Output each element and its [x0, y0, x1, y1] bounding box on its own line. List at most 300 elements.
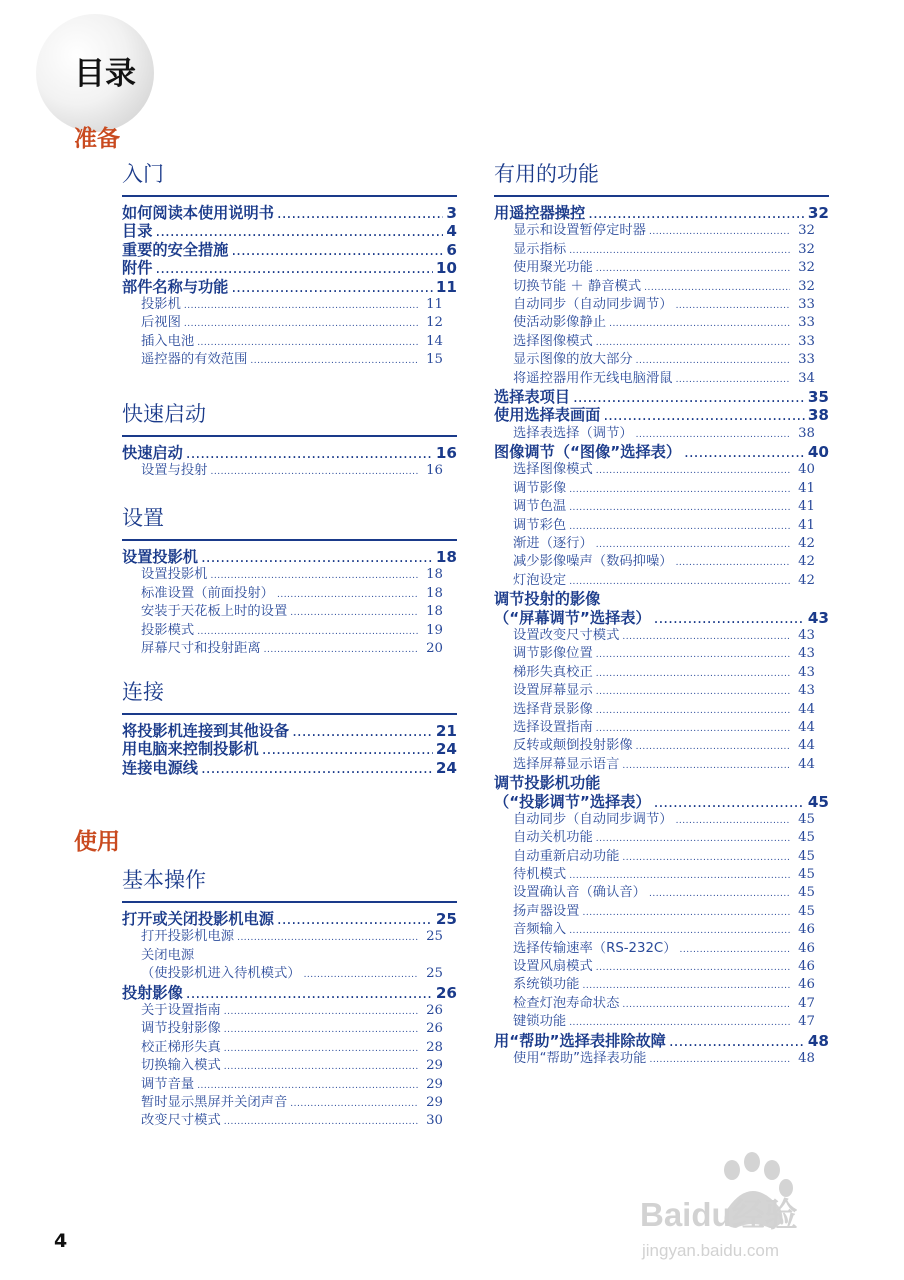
- dot-leader: [277, 586, 418, 603]
- entry-page: 46: [798, 977, 815, 993]
- toc-subentry[interactable]: [122, 1039, 457, 1057]
- toc-subentry[interactable]: [494, 425, 829, 443]
- toc-subentry[interactable]: [122, 1112, 457, 1130]
- dot-leader: [264, 641, 418, 658]
- toc-entry[interactable]: [494, 590, 829, 608]
- entry-title: 设置投影机: [141, 567, 208, 583]
- dot-leader: [622, 996, 790, 1013]
- toc-subentry[interactable]: [494, 314, 829, 332]
- dot-leader: [596, 646, 790, 663]
- section-useful: [494, 164, 829, 1068]
- part-title-prep: 准备: [74, 126, 120, 152]
- entry-title: 图像调节（“图像”选择表）: [494, 443, 682, 462]
- entry-page: 25: [435, 910, 457, 928]
- entry-title: 显示指标: [513, 241, 567, 257]
- toc-subentry[interactable]: [122, 965, 457, 983]
- entry-page: 41: [798, 499, 815, 515]
- entry-page: 20: [426, 640, 443, 656]
- entry-title: 调节音量: [141, 1076, 195, 1092]
- entry-title: 自动重新启动功能: [513, 848, 620, 864]
- entry-title: 目录: [122, 222, 153, 241]
- entry-title: （使投影机进入待机模式）: [141, 966, 301, 982]
- entry-title: 选择背景影像: [513, 701, 593, 717]
- toc-subentry[interactable]: [494, 811, 829, 829]
- section-heading: 连接: [122, 682, 457, 715]
- dot-leader: [596, 665, 790, 682]
- dot-leader: [569, 867, 790, 884]
- toc-subentry[interactable]: [494, 333, 829, 351]
- dot-leader: [644, 279, 790, 296]
- entry-page: 43: [798, 664, 815, 680]
- toc-subentry[interactable]: [494, 866, 829, 884]
- toc-subentry[interactable]: [122, 947, 457, 965]
- section-basic: [122, 870, 457, 1131]
- entry-title: 使用“帮助”选择表功能: [513, 1050, 647, 1066]
- dot-leader: [676, 297, 790, 314]
- entry-title: 调节投影机功能: [494, 774, 601, 793]
- section-heading: 基本操作: [122, 870, 457, 903]
- toc-subentry[interactable]: [494, 517, 829, 535]
- dot-leader: [649, 885, 790, 902]
- dot-leader: [210, 463, 418, 480]
- toc-subentry[interactable]: [494, 719, 829, 737]
- entry-page: 32: [798, 241, 815, 257]
- entry-page: 19: [426, 622, 443, 638]
- entry-page: 45: [798, 867, 815, 883]
- entry-title: 投射影像: [122, 983, 183, 1002]
- toc-entry[interactable]: [494, 609, 829, 627]
- dot-leader: [684, 443, 805, 461]
- dot-leader: [588, 204, 805, 222]
- dot-leader: [569, 1014, 790, 1031]
- dot-leader: [596, 462, 790, 479]
- entry-page: 34: [798, 370, 815, 386]
- dot-leader: [596, 260, 790, 277]
- entry-page: 11: [426, 296, 443, 312]
- toc-subentry[interactable]: [122, 333, 457, 351]
- entry-title: 调节彩色: [513, 517, 567, 533]
- entry-title: 系统锁功能: [513, 977, 580, 993]
- toc-entry[interactable]: [494, 406, 829, 424]
- entry-page: 29: [426, 1076, 443, 1092]
- toc-subentry[interactable]: [122, 314, 457, 332]
- dot-leader: [569, 518, 790, 535]
- entry-title: 改变尺寸模式: [141, 1113, 221, 1129]
- entry-page: 46: [798, 959, 815, 975]
- entry-page: 45: [798, 885, 815, 901]
- entry-title: 设置屏幕显示: [513, 683, 593, 699]
- watermark-brand: Baidu经验: [640, 1196, 798, 1233]
- dot-leader: [582, 977, 790, 994]
- entry-title: 使活动影像静止: [513, 315, 607, 331]
- entry-title: （“屏幕调节”选择表）: [494, 608, 651, 627]
- dot-leader: [622, 849, 790, 866]
- toc-entry[interactable]: [122, 204, 457, 222]
- entry-title: 投影模式: [141, 622, 195, 638]
- entry-page: 45: [798, 811, 815, 827]
- entry-title: 检查灯泡寿命状态: [513, 995, 620, 1011]
- entry-title: 选择传输速率（RS-232C）: [513, 940, 677, 956]
- dot-leader: [262, 740, 433, 758]
- dot-leader: [231, 241, 443, 259]
- toc-subentry[interactable]: [494, 976, 829, 994]
- toc-subentry[interactable]: [494, 995, 829, 1013]
- entry-page: 45: [798, 830, 815, 846]
- entry-page: 18: [435, 548, 457, 566]
- section-heading: 入门: [122, 164, 457, 197]
- entry-title: 打开投影机电源: [141, 929, 235, 945]
- entry-page: 32: [798, 260, 815, 276]
- toc-subentry[interactable]: [122, 462, 457, 480]
- toc-subentry[interactable]: [494, 370, 829, 388]
- entry-title: 校正梯形失真: [141, 1039, 221, 1055]
- entry-title: 调节色温: [513, 499, 567, 515]
- entry-page: 32: [798, 278, 815, 294]
- entry-title: 渐进（逐行）: [513, 536, 593, 552]
- entry-title: 插入电池: [141, 333, 195, 349]
- entry-title: 音频输入: [513, 922, 567, 938]
- toc-entry[interactable]: [122, 548, 457, 566]
- dot-leader: [582, 904, 790, 921]
- entry-page: 6: [446, 240, 457, 259]
- dot-leader: [649, 1051, 790, 1068]
- entry-page: 29: [426, 1058, 443, 1074]
- dot-leader: [569, 481, 790, 498]
- toc-subentry[interactable]: [122, 1057, 457, 1075]
- dot-leader: [155, 222, 443, 240]
- page-title: 目录: [74, 56, 136, 92]
- dot-leader: [680, 941, 790, 958]
- toc-subentry[interactable]: [494, 756, 829, 774]
- entry-page: 48: [807, 1031, 829, 1050]
- toc-subentry[interactable]: [494, 278, 829, 296]
- entry-page: 42: [798, 554, 815, 570]
- toc-subentry[interactable]: [122, 296, 457, 314]
- entry-title: 设置投影机: [122, 548, 198, 566]
- entry-page: 18: [426, 585, 443, 601]
- entry-page: 38: [807, 406, 829, 425]
- entry-title: 设置确认音（确认音）: [513, 885, 646, 901]
- toc-subentry[interactable]: [494, 296, 829, 314]
- dot-leader: [596, 536, 790, 553]
- toc-entry[interactable]: [122, 444, 457, 462]
- entry-page: 33: [798, 315, 815, 331]
- section-setup: [122, 508, 457, 658]
- entry-page: 25: [426, 929, 443, 945]
- toc-subentry[interactable]: [122, 1020, 457, 1038]
- toc-subentry[interactable]: [494, 535, 829, 553]
- entry-title: 投影机: [141, 296, 181, 312]
- entry-title: 扬声器设置: [513, 903, 580, 919]
- entry-page: 10: [435, 259, 457, 278]
- entry-page: 28: [426, 1039, 443, 1055]
- entry-page: 24: [435, 740, 457, 759]
- entry-title: 切换节能 ＋ 静音模式: [513, 278, 642, 294]
- entry-page: 46: [798, 922, 815, 938]
- toc-subentry[interactable]: [494, 921, 829, 939]
- entry-title: 选择表项目: [494, 387, 570, 406]
- entry-title: 用遥控器操控: [494, 204, 586, 222]
- toc-subentry[interactable]: [494, 553, 829, 571]
- dot-leader: [596, 702, 790, 719]
- entry-title: 选择图像模式: [513, 333, 593, 349]
- toc-subentry[interactable]: [122, 1002, 457, 1020]
- dot-leader: [569, 242, 790, 259]
- dot-leader: [573, 388, 805, 406]
- toc-subentry[interactable]: [494, 351, 829, 369]
- dot-leader: [224, 1040, 418, 1057]
- toc-subentry[interactable]: [494, 627, 829, 645]
- entry-title: 标准设置（前面投射）: [141, 585, 274, 601]
- toc-subentry[interactable]: [494, 682, 829, 700]
- toc-subentry[interactable]: [494, 848, 829, 866]
- toc-subentry[interactable]: [494, 940, 829, 958]
- entry-title: 选择表选择（调节）: [513, 425, 633, 441]
- dot-leader: [290, 604, 418, 621]
- entry-page: 41: [798, 480, 815, 496]
- entry-page: 43: [807, 608, 829, 627]
- dot-leader: [676, 554, 790, 571]
- dot-leader: [609, 315, 790, 332]
- entry-title: 使用选择表画面: [494, 406, 601, 425]
- entry-title: 安装于天花板上时的设置: [141, 604, 288, 620]
- entry-title: 选择屏幕显示语言: [513, 756, 620, 772]
- toc-subentry[interactable]: [494, 480, 829, 498]
- section-connect: [122, 682, 457, 777]
- toc-entry[interactable]: [122, 241, 457, 259]
- entry-title: 屏幕尺寸和投射距离: [141, 640, 261, 656]
- dot-leader: [649, 223, 790, 240]
- entry-page: 38: [798, 425, 815, 441]
- entry-title: 灯泡设定: [513, 572, 567, 588]
- entry-page: 25: [426, 966, 443, 982]
- dot-leader: [277, 204, 444, 222]
- toc-entry[interactable]: [494, 388, 829, 406]
- section-heading: 设置: [122, 508, 457, 541]
- toc-entry[interactable]: [122, 259, 457, 277]
- entry-page: 42: [798, 572, 815, 588]
- toc-subentry[interactable]: [122, 640, 457, 658]
- toc-entry[interactable]: [494, 793, 829, 811]
- dot-leader: [569, 573, 790, 590]
- page-number: 4: [54, 1230, 68, 1252]
- entry-title: 调节影像: [513, 480, 567, 496]
- dot-leader: [622, 628, 790, 645]
- entry-title: 打开或关闭投影机电源: [122, 910, 274, 928]
- dot-leader: [224, 1003, 418, 1020]
- entry-page: 45: [798, 848, 815, 864]
- toc-subentry[interactable]: [122, 351, 457, 369]
- toc-entry[interactable]: [122, 278, 457, 296]
- entry-title: 待机模式: [513, 867, 567, 883]
- entry-page: 15: [426, 352, 443, 368]
- entry-title: 自动同步（自动同步调节）: [513, 296, 673, 312]
- dot-leader: [197, 1077, 418, 1094]
- entry-title: 自动关机功能: [513, 830, 593, 846]
- entry-title: 键锁功能: [513, 1014, 567, 1030]
- entry-page: 43: [798, 683, 815, 699]
- toc-subentry[interactable]: [494, 572, 829, 590]
- toc-subentry[interactable]: [122, 928, 457, 946]
- section-heading: 快速启动: [122, 404, 457, 437]
- dot-leader: [669, 1032, 805, 1050]
- entry-title: 设置风扇模式: [513, 959, 593, 975]
- entry-title: 选择设置指南: [513, 719, 593, 735]
- toc-subentry[interactable]: [494, 903, 829, 921]
- toc-entry[interactable]: [122, 910, 457, 928]
- entry-page: 26: [426, 1021, 443, 1037]
- dot-leader: [224, 1113, 418, 1130]
- entry-page: 40: [798, 462, 815, 478]
- toc-entry[interactable]: [122, 722, 457, 740]
- entry-title: 遥控器的有效范围: [141, 352, 248, 368]
- entry-page: 44: [798, 719, 815, 735]
- toc-subentry[interactable]: [494, 829, 829, 847]
- baidu-watermark: [640, 1148, 855, 1268]
- entry-title: 用“帮助”选择表排除故障: [494, 1031, 666, 1050]
- entry-title: 梯形失真校正: [513, 664, 593, 680]
- dot-leader: [292, 722, 433, 740]
- toc-entry[interactable]: [122, 740, 457, 758]
- entry-title: 反转或颠倒投射影像: [513, 738, 633, 754]
- entry-page: 26: [426, 1002, 443, 1018]
- dot-leader: [224, 1058, 418, 1075]
- entry-page: 11: [435, 277, 457, 296]
- entry-page: 46: [798, 940, 815, 956]
- entry-title: 显示图像的放大部分: [513, 352, 633, 368]
- dot-leader: [184, 297, 418, 314]
- toc-subentry[interactable]: [122, 603, 457, 621]
- toc-entry[interactable]: [494, 204, 829, 222]
- entry-page: 45: [798, 903, 815, 919]
- dot-leader: [676, 812, 790, 829]
- dot-leader: [622, 757, 790, 774]
- toc-subentry[interactable]: [494, 498, 829, 516]
- entry-title: 减少影像噪声（数码抑噪）: [513, 554, 673, 570]
- entry-page: 4: [446, 222, 457, 241]
- entry-page: 32: [798, 223, 815, 239]
- toc-subentry[interactable]: [494, 259, 829, 277]
- dot-leader: [654, 609, 805, 627]
- entry-page: 33: [798, 296, 815, 312]
- dot-leader: [201, 759, 433, 777]
- toc-entry[interactable]: [122, 984, 457, 1002]
- toc-subentry[interactable]: [494, 958, 829, 976]
- entry-title: 使用聚光功能: [513, 260, 593, 276]
- entry-page: 18: [426, 567, 443, 583]
- entry-title: 重要的安全措施: [122, 240, 229, 259]
- entry-page: 48: [798, 1050, 815, 1066]
- entry-page: 33: [798, 333, 815, 349]
- toc-subentry[interactable]: [122, 566, 457, 584]
- dot-leader: [636, 738, 790, 755]
- entry-page: 41: [798, 517, 815, 533]
- entry-page: 24: [435, 758, 457, 777]
- dot-leader: [304, 966, 418, 983]
- entry-title: 将投影机连接到其他设备: [122, 722, 290, 740]
- dot-leader: [290, 1095, 418, 1112]
- toc-subentry[interactable]: [122, 1076, 457, 1094]
- entry-title: 切换输入模式: [141, 1058, 221, 1074]
- dot-leader: [210, 567, 418, 584]
- entry-page: 29: [426, 1094, 443, 1110]
- toc-entry[interactable]: [494, 443, 829, 461]
- toc-subentry[interactable]: [122, 1094, 457, 1112]
- entry-title: 调节投射影像: [141, 1021, 221, 1037]
- dot-leader: [155, 259, 432, 277]
- entry-page: 21: [435, 722, 457, 740]
- entry-page: 42: [798, 536, 815, 552]
- entry-title: 关闭电源: [141, 947, 195, 963]
- toc-subentry[interactable]: [494, 1013, 829, 1031]
- entry-title: （“投影调节”选择表）: [494, 792, 651, 811]
- dot-leader: [603, 406, 805, 424]
- toc-subentry[interactable]: [494, 241, 829, 259]
- entry-title: 选择图像模式: [513, 462, 593, 478]
- entry-title: 暂时显示黑屏并关闭声音: [141, 1094, 288, 1110]
- dot-leader: [596, 683, 790, 700]
- entry-page: 44: [798, 756, 815, 772]
- entry-page: 12: [426, 315, 443, 331]
- entry-page: 44: [798, 701, 815, 717]
- entry-page: 44: [798, 738, 815, 754]
- entry-title: 自动同步（自动同步调节）: [513, 811, 673, 827]
- entry-title: 如何阅读本使用说明书: [122, 204, 274, 222]
- entry-page: 16: [426, 463, 443, 479]
- toc-subentry[interactable]: [494, 222, 829, 240]
- toc-subentry[interactable]: [494, 737, 829, 755]
- entry-title: 调节影像位置: [513, 646, 593, 662]
- toc-subentry[interactable]: [494, 1050, 829, 1068]
- toc-subentry[interactable]: [494, 461, 829, 479]
- entry-title: 部件名称与功能: [122, 277, 229, 296]
- dot-leader: [596, 830, 790, 847]
- entry-title: 用电脑来控制投影机: [122, 740, 259, 759]
- toc-entry[interactable]: [122, 759, 457, 777]
- toc-entry[interactable]: [494, 1032, 829, 1050]
- entry-page: 45: [807, 792, 829, 811]
- entry-page: 18: [426, 604, 443, 620]
- dot-leader: [201, 548, 433, 566]
- toc-subentry[interactable]: [122, 585, 457, 603]
- dot-leader: [676, 371, 790, 388]
- dot-leader: [596, 959, 790, 976]
- entry-title: 设置与投射: [141, 463, 208, 479]
- entry-page: 3: [446, 204, 457, 222]
- dot-leader: [250, 352, 418, 369]
- entry-title: 设置改变尺寸模式: [513, 627, 620, 643]
- toc-entry[interactable]: [122, 222, 457, 240]
- entry-title: 附件: [122, 259, 153, 278]
- entry-page: 16: [435, 444, 457, 462]
- toc-subentry[interactable]: [494, 645, 829, 663]
- dot-leader: [569, 922, 790, 939]
- entry-page: 47: [798, 1014, 815, 1030]
- dot-leader: [197, 334, 418, 351]
- toc-subentry[interactable]: [122, 622, 457, 640]
- entry-page: 26: [435, 983, 457, 1002]
- toc-subentry[interactable]: [494, 664, 829, 682]
- entry-title: 快速启动: [122, 444, 183, 462]
- entry-title: 显示和设置暂停定时器: [513, 223, 646, 239]
- toc-subentry[interactable]: [494, 884, 829, 902]
- toc-entry[interactable]: [494, 774, 829, 792]
- entry-page: 43: [798, 646, 815, 662]
- toc-subentry[interactable]: [494, 701, 829, 719]
- dot-leader: [636, 426, 790, 443]
- dot-leader: [231, 278, 433, 296]
- entry-title: 后视图: [141, 315, 181, 331]
